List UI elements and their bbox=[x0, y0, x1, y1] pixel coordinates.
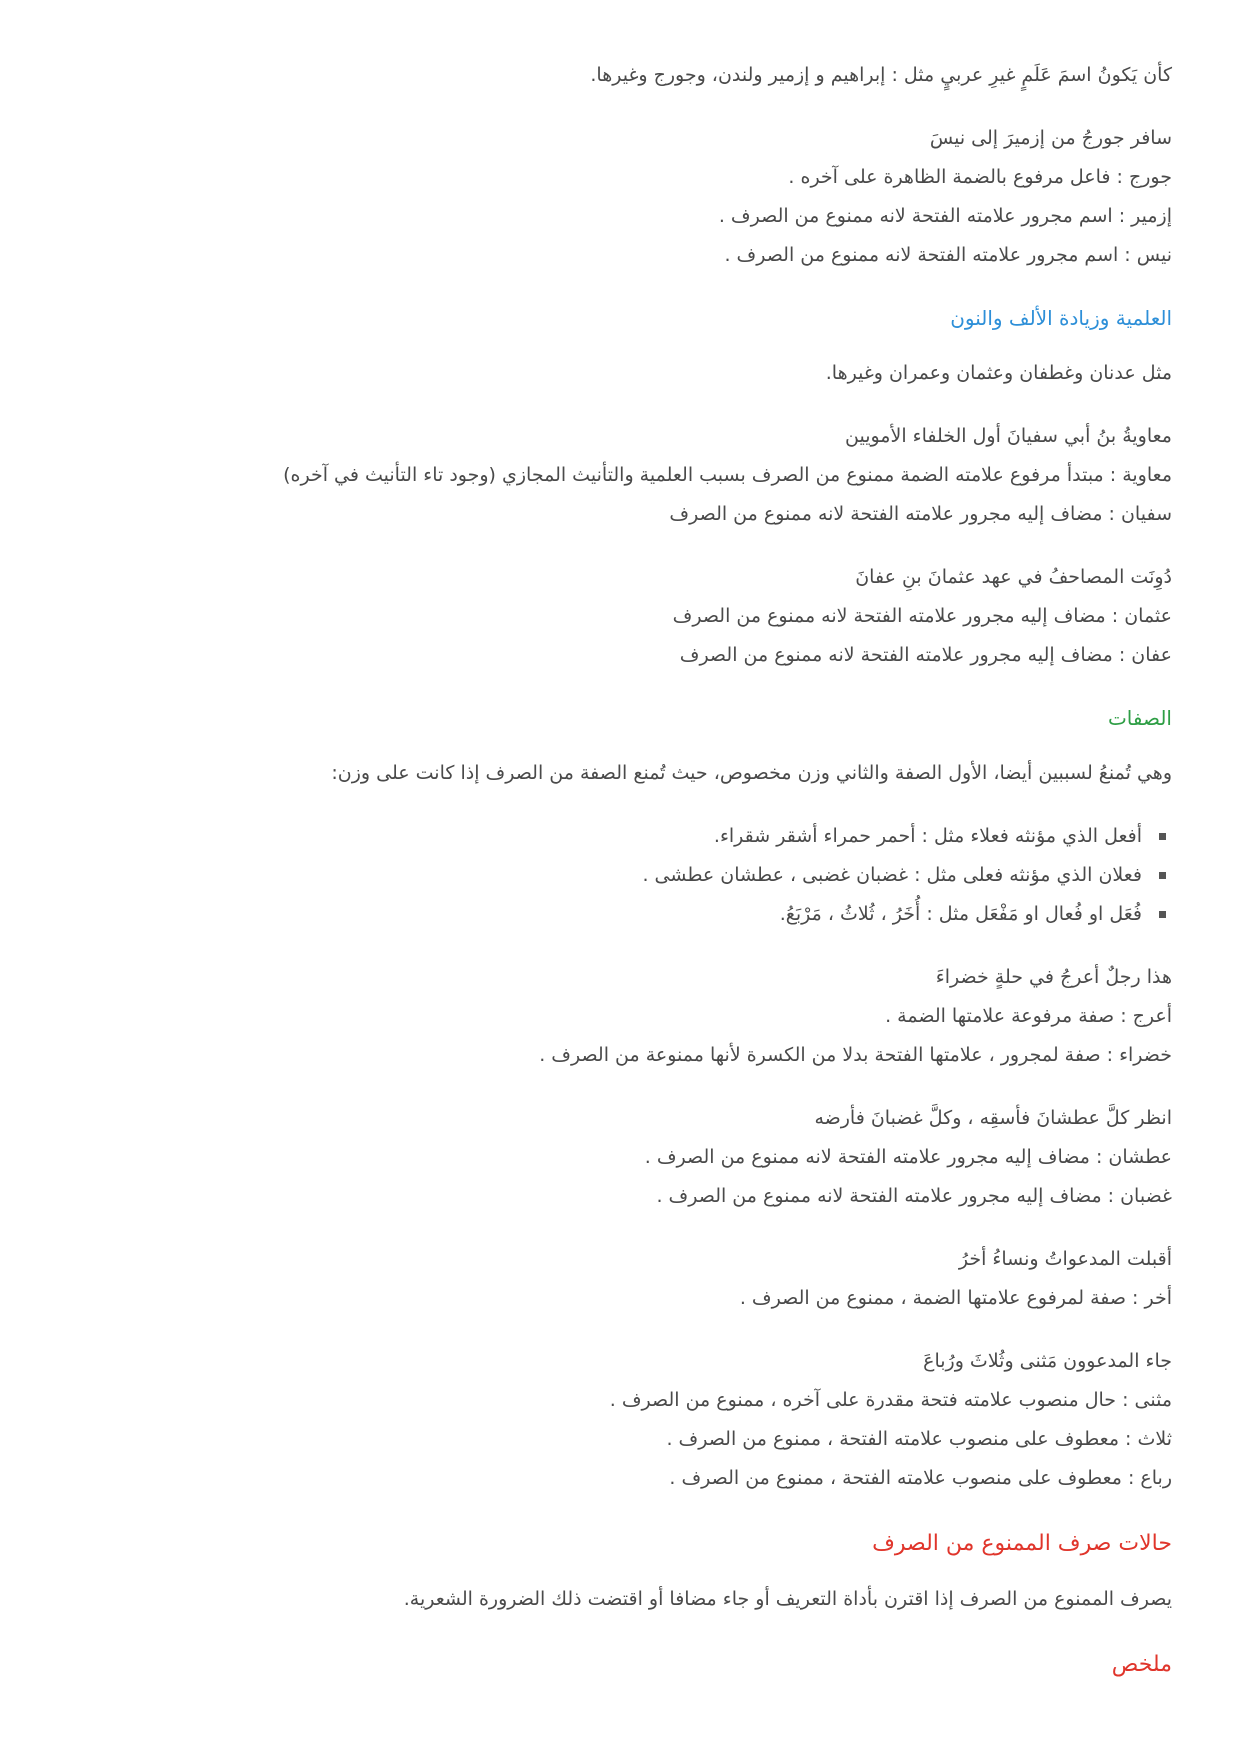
example-sentence: جاء المدعوون مَثنى وثُلاثَ ورُباعَ bbox=[923, 1350, 1172, 1372]
analysis-line: جورج : فاعل مرفوع بالضمة الظاهرة على آخره . bbox=[788, 166, 1172, 188]
list-item bbox=[70, 817, 1172, 856]
foreign-intro: كأن يَكونُ اسمَ عَلَمٍ غيرِ عربيٍ مثل : إبراهيم و إزمير ولندن، وجورج وغيرها. bbox=[590, 64, 1172, 86]
list-item bbox=[70, 856, 1172, 895]
analysis-line: عثمان : مضاف إليه مجرور علامته الفتحة لانه ممنوع من الصرف bbox=[672, 605, 1172, 627]
alif-nun-example-2 bbox=[70, 558, 1172, 675]
adjective-patterns-list bbox=[70, 817, 1172, 934]
analysis-line: إزمير : اسم مجرور علامته الفتحة لانه ممنوع من الصرف . bbox=[718, 205, 1172, 227]
adjectives-example-1 bbox=[70, 958, 1172, 1075]
analysis-line: عفان : مضاف إليه مجرور علامته الفتحة لانه ممنوع من الصرف bbox=[679, 644, 1172, 666]
alif-nun-intro: مثل عدنان وغطفان وعثمان وعمران وغيرها. bbox=[825, 362, 1172, 384]
analysis-line: أخر : صفة لمرفوع علامتها الضمة ، ممنوع من الصرف . bbox=[739, 1287, 1172, 1309]
adjectives-intro: وهي تُمنعُ لسببين أيضا، الأول الصفة والثاني وزن مخصوص، حيث تُمنع الصفة من الصرف إذا كانت على وزن: bbox=[331, 762, 1172, 784]
list-item-text: أفعل الذي مؤنثه فعلاء مثل : أحمر حمراء أشقر شقراء. bbox=[713, 825, 1142, 847]
example-sentence: معاويةُ بنُ أبي سفيانَ أول الخلفاء الأمويين bbox=[845, 425, 1172, 447]
square-bullet-icon bbox=[1159, 872, 1166, 879]
square-bullet-icon bbox=[1159, 911, 1166, 918]
analysis-line: غضبان : مضاف إليه مجرور علامته الفتحة لانه ممنوع من الصرف . bbox=[656, 1185, 1172, 1207]
list-item-text: فُعَل او فُعال او مَفْعَل مثل : أُخَرُ ، ثُلاثُ ، مَرْبَعُ. bbox=[779, 903, 1142, 925]
analysis-line: رباع : معطوف على منصوب علامته الفتحة ، ممنوع من الصرف . bbox=[669, 1467, 1172, 1489]
analysis-line: سفيان : مضاف إليه مجرور علامته الفتحة لانه ممنوع من الصرف bbox=[669, 503, 1172, 525]
example-sentence: دُوِنَت المصاحفُ في عهد عثمانَ بنِ عفانَ bbox=[855, 566, 1172, 588]
alif-nun-example-1 bbox=[70, 417, 1172, 534]
section-heading-adjectives: الصفات bbox=[1107, 706, 1172, 730]
article-content bbox=[70, 56, 1172, 1687]
adjectives-example-2 bbox=[70, 1099, 1172, 1216]
foreign-example bbox=[70, 119, 1172, 275]
cases-text: يصرف الممنوع من الصرف إذا اقترن بأداة التعريف أو جاء مضافا أو اقتضت ذلك الضرورة الشعرية. bbox=[403, 1588, 1172, 1610]
example-sentence: أقبلت المدعواتُ ونساءُ أخرُ bbox=[958, 1248, 1172, 1270]
list-item-text: فعلان الذي مؤنثه فعلى مثل : غضبان غضبى ، عطشان عطشى . bbox=[642, 864, 1142, 886]
analysis-line: معاوية : مبتدأ مرفوع علامته الضمة ممنوع من الصرف بسبب العلمية والتأنيث المجازي (وجود تاء التأنيث في آخره) bbox=[283, 464, 1172, 486]
analysis-line: ثلاث : معطوف على منصوب علامته الفتحة ، ممنوع من الصرف . bbox=[666, 1428, 1172, 1450]
list-item bbox=[70, 895, 1172, 934]
analysis-line: عطشان : مضاف إليه مجرور علامته الفتحة لانه ممنوع من الصرف . bbox=[644, 1146, 1172, 1168]
square-bullet-icon bbox=[1159, 833, 1166, 840]
adjectives-example-4 bbox=[70, 1342, 1172, 1498]
analysis-line: نيس : اسم مجرور علامته الفتحة لانه ممنوع من الصرف . bbox=[724, 244, 1172, 266]
section-heading-alif-nun: العلمية وزيادة الألف والنون bbox=[950, 306, 1172, 330]
section-heading-cases: حالات صرف الممنوع من الصرف bbox=[872, 1531, 1172, 1556]
analysis-line: خضراء : صفة لمجرور ، علامتها الفتحة بدلا من الكسرة لأنها ممنوعة من الصرف . bbox=[539, 1044, 1172, 1066]
analysis-line: مثنى : حال منصوب علامته فتحة مقدرة على آخره ، ممنوع من الصرف . bbox=[609, 1389, 1172, 1411]
section-heading-summary: ملخص bbox=[1111, 1652, 1172, 1677]
example-sentence: انظر كلَّ عطشانَ فأسقِه ، وكلَّ غضبانَ فأرضه bbox=[814, 1107, 1172, 1129]
example-sentence: هذا رجلٌ أعرجُ في حلةٍ خضراءَ bbox=[935, 966, 1172, 988]
example-sentence: سافر جورجُ من إزميرَ إلى نيسَ bbox=[929, 127, 1172, 149]
adjectives-example-3 bbox=[70, 1240, 1172, 1318]
analysis-line: أعرج : صفة مرفوعة علامتها الضمة . bbox=[885, 1005, 1172, 1027]
